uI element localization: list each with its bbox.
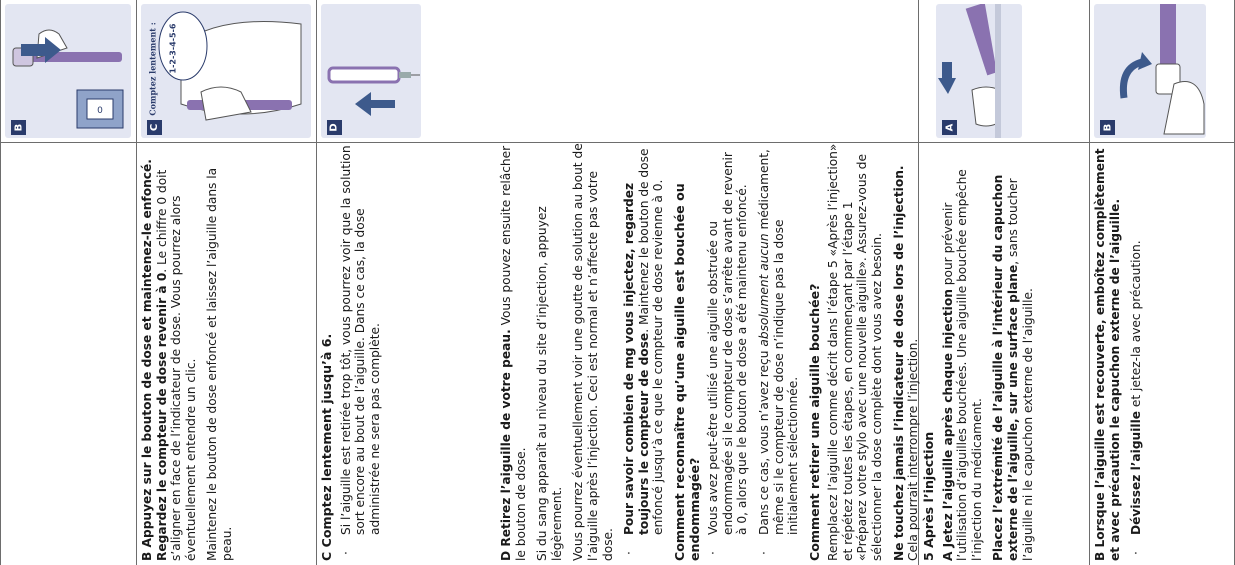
column-divider [0, 0, 1, 565]
paragraph: B Lorsque l’aiguille est recouverte, emboîtez complètement et avec précaution le capuchon externe de l’aiguille. [1093, 148, 1122, 561]
bullet-item: · Vous avez peut-être utilisé une aiguille obstruée ou endommagée si le compteur de dose s’arrête avant de revenir à 0, alors que le bouton de dose a été maintenu enfoncé. [706, 152, 750, 555]
paragraph: Placez l’extrémité de l’aiguille à l’intérieur du capuchon externe de l’aiguille, sur une surface plane, sans toucher l’aiguille ni le capuchon externe de l’aiguille. [991, 174, 1035, 561]
speech-bubble-title: Comptez lentement : [148, 22, 159, 116]
section-heading: Comment reconnaître qu’une aiguille est bouchée ou endommagée? [671, 183, 702, 561]
bullet-item: · Dans ce cas, vous n’avez reçu absolument aucun médicament, même si le compteur de dose n’indique pas la dose initialement sélectionnée. [756, 149, 801, 555]
text-after-injection [922, 143, 1042, 561]
column-press-button [140, 0, 314, 565]
bullet-item: · Pour savoir combien de mg vous injectez, regardez toujours le compteur de dose. Maintenez le bouton de dose enfoncé jusqu’à ce que le compteur de dose revienne à 0. [622, 148, 666, 555]
column-divider [136, 0, 137, 565]
column-divider [1089, 0, 1090, 565]
column-count [320, 0, 496, 565]
paragraph: Vous pourrez éventuellement voir une goutte de solution au bout de l’aiguille après l’injection. Ceci est normal et n’affecte pas votre dose. [571, 143, 615, 561]
column-after-injection [922, 0, 1087, 565]
paragraph: Maintenez le bouton de dose enfoncé et laissez l’aiguille dans la peau. [205, 167, 234, 561]
pen-press-illustration [5, 4, 131, 138]
text-unscrew [1093, 143, 1151, 561]
speech-bubble-count: 1-2-3-4-5-6 [168, 23, 178, 73]
panel-tag: C [147, 120, 162, 135]
illustration-press-button [5, 4, 131, 138]
section-heading: 5 Après l’injection [921, 431, 936, 561]
paragraph: D Retirez l’aiguille de votre peau. Vous pouvez ensuite relâcher le bouton de dose. [499, 145, 528, 561]
dose-zero-indicator: 0 [97, 106, 103, 116]
column-remove-needle [499, 0, 921, 565]
paragraph: B Appuyez sur le bouton de dose et maintenez-le enfoncé. Regardez le compteur de dose revenir à 0. Le chiffre 0 doit s’aligner en face de l’indicateur de dose. Vous pourrez alors éventuellement entendre un clic. [140, 159, 198, 561]
bullet-item: · Dévissez l’aiguille et jetez-la avec précaution. [1129, 240, 1144, 555]
paragraph: Si du sang apparaît au niveau du site d’injection, appuyez légèrement. [535, 206, 564, 561]
section-heading: C Comptez lentement jusqu’à 6. [319, 333, 334, 561]
paragraph: Remplacez l’aiguille comme décrit dans l’étape 5 «Après l’injection» et répétez toutes les étapes, en commençant par l’étape 1 «Préparez votre stylo avec une nouvelle aiguille». Assurez-vous de sélectionner la dose complète dont vous avez besoin. [826, 143, 885, 561]
text-press-button [140, 143, 242, 561]
panel-tag: B [1100, 120, 1115, 135]
panel-tag: B [11, 120, 26, 135]
panel-tag: A [942, 120, 957, 135]
paragraph: Ne touchez jamais l’indicateur de dose lors de l’injection. Cela pourrait interrompre l’injection. [891, 165, 921, 561]
section-heading: Comment retirer une aiguille bouchée? [806, 283, 822, 561]
column-divider [316, 0, 317, 565]
panel-tag: D [327, 120, 342, 135]
bullet-item: · Si l’aiguille est retirée trop tôt, vous pourrez voir que la solution sort encore au bout de l’aiguille. Dans ce cas, la dose administrée ne sera pas complète. [338, 145, 382, 555]
text-remove-needle [499, 143, 928, 561]
column-unscrew [1093, 0, 1233, 565]
paragraph: A Jetez l’aiguille après chaque injection pour prévenir l’utilisation d’aiguilles bouchées. Une aiguille bouchée empêche l’injection du médicament. [940, 169, 984, 561]
text-count [320, 143, 389, 561]
